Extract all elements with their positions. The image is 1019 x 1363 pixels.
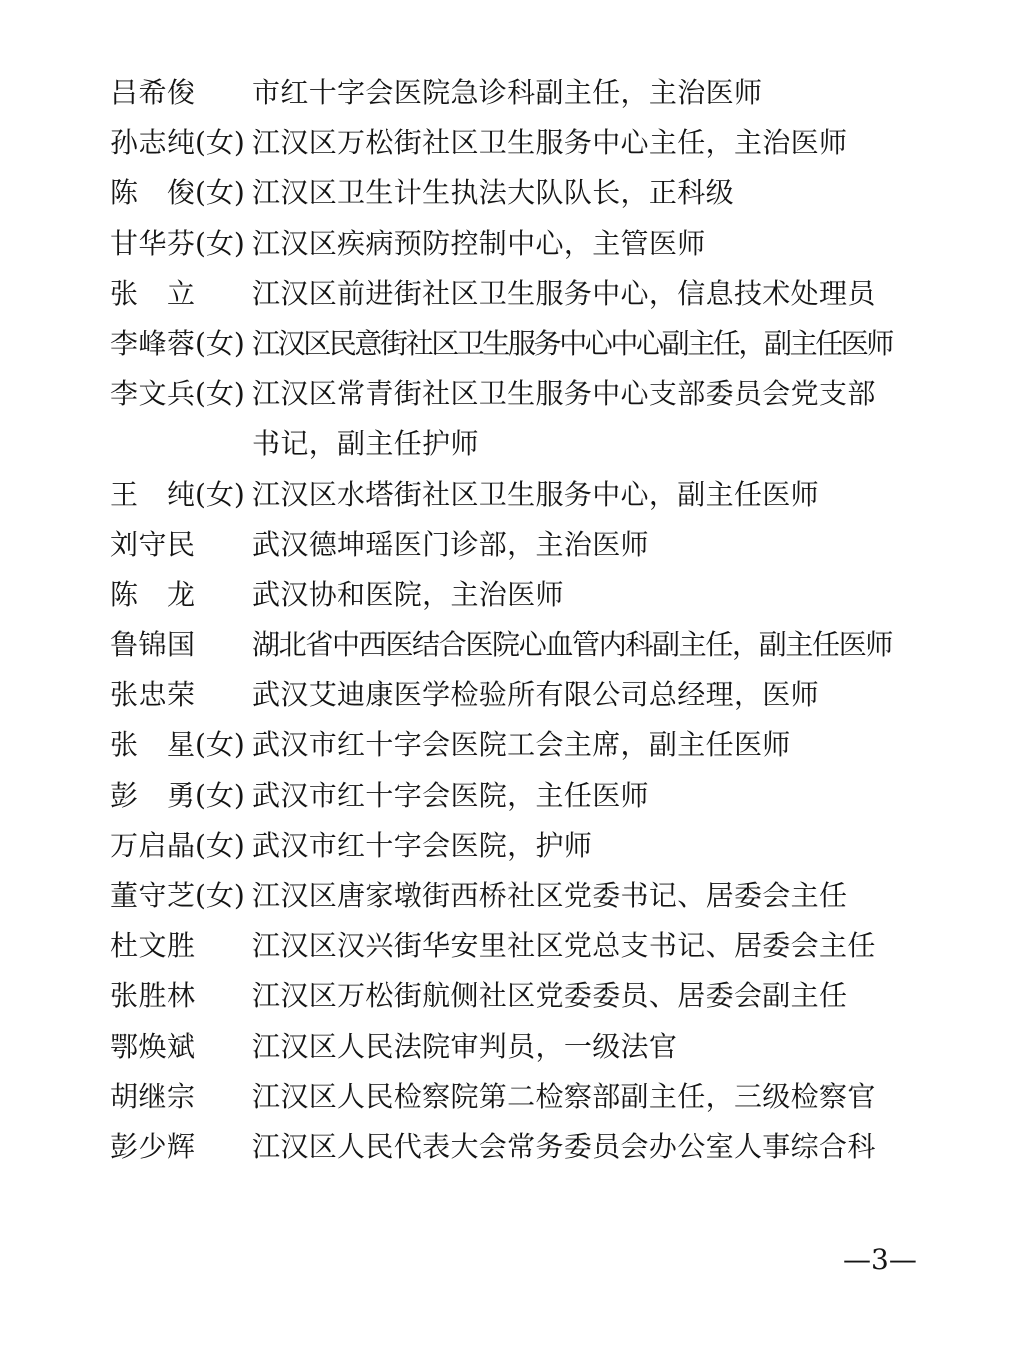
roster-row bbox=[110, 369, 990, 469]
roster-row bbox=[110, 1122, 990, 1172]
gender-note: (女) bbox=[195, 377, 245, 411]
roster-row bbox=[110, 821, 990, 871]
page-number: —3— bbox=[843, 1243, 917, 1276]
gender-note: (女) bbox=[195, 326, 245, 360]
position-description: 武汉德坤瑶医门诊部，主治医师 bbox=[252, 527, 649, 561]
position-description: 江汉区民意街社区卫生服务中心中心副主任，副主任医师 bbox=[252, 326, 893, 360]
position-description: 江汉区唐家墩街西桥社区党委书记、居委会主任 bbox=[252, 879, 848, 912]
roster-row bbox=[110, 520, 990, 570]
roster-row bbox=[110, 570, 990, 620]
roster-line bbox=[110, 1122, 990, 1172]
gender-note: (女) bbox=[195, 176, 245, 210]
position-description: 江汉区水塔街社区卫生服务中心，副主任医师 bbox=[252, 477, 820, 511]
position-description: 江汉区人民检察院第二检察部副主任，三级检察官 bbox=[252, 1079, 876, 1113]
roster-line bbox=[110, 771, 990, 821]
roster-row bbox=[110, 1022, 990, 1072]
person-name: 王纯 bbox=[110, 477, 195, 511]
position-description: 江汉区人民代表大会常务委员会办公室人事综合科 bbox=[252, 1129, 876, 1163]
position-description: 武汉艾迪康医学检验所有限公司总经理，医师 bbox=[252, 678, 820, 712]
person-name: 孙志纯 bbox=[110, 126, 195, 160]
gender-note: (女) bbox=[195, 126, 245, 160]
roster-line bbox=[110, 1022, 990, 1072]
position-description: 江汉区卫生计生执法大队队长，正科级 bbox=[252, 176, 734, 210]
roster-line bbox=[110, 921, 990, 971]
gender-note: (女) bbox=[195, 477, 245, 511]
position-description: 江汉区常青街社区卫生服务中心支部委员会党支部 bbox=[252, 377, 876, 411]
position-description: 武汉市红十字会医院，护师 bbox=[252, 828, 593, 862]
roster-line bbox=[110, 1072, 990, 1122]
roster-line bbox=[110, 68, 990, 118]
roster-row bbox=[110, 971, 990, 1021]
position-description: 市红十字会医院急诊科副主任，主治医师 bbox=[252, 76, 763, 109]
roster-row bbox=[110, 1072, 990, 1122]
person-name: 李文兵 bbox=[110, 377, 195, 411]
gender-note: (女) bbox=[195, 778, 245, 812]
roster-line bbox=[110, 720, 990, 770]
person-name: 张星 bbox=[110, 728, 195, 762]
roster-list bbox=[110, 68, 990, 1172]
gender-note: (女) bbox=[195, 879, 245, 912]
roster-row bbox=[110, 771, 990, 821]
roster-line bbox=[110, 821, 990, 871]
person-name: 陈俊 bbox=[110, 176, 195, 210]
roster-line bbox=[110, 369, 990, 419]
roster-row bbox=[110, 670, 990, 720]
position-description: 武汉协和医院，主治医师 bbox=[252, 577, 564, 611]
person-name: 张忠荣 bbox=[110, 678, 195, 712]
roster-line bbox=[110, 670, 990, 720]
roster-row bbox=[110, 269, 990, 319]
roster-line bbox=[110, 871, 990, 921]
person-name: 吕希俊 bbox=[110, 76, 195, 109]
position-description: 江汉区汉兴街华安里社区党总支书记、居委会主任 bbox=[252, 929, 876, 963]
roster-line bbox=[110, 269, 990, 319]
position-description: 武汉市红十字会医院，主任医师 bbox=[252, 778, 649, 812]
roster-row bbox=[110, 219, 990, 269]
position-description: 江汉区疾病预防控制中心，主管医师 bbox=[252, 226, 706, 260]
person-name: 陈龙 bbox=[110, 577, 195, 611]
position-description: 湖北省中西医结合医院心血管内科副主任，副主任医师 bbox=[252, 628, 893, 662]
roster-line bbox=[110, 971, 990, 1021]
roster-row bbox=[110, 168, 990, 218]
roster-row bbox=[110, 68, 990, 118]
roster-row bbox=[110, 720, 990, 770]
roster-line bbox=[110, 520, 990, 570]
person-name: 李峰蓉 bbox=[110, 326, 195, 360]
person-name: 彭少辉 bbox=[110, 1129, 195, 1163]
position-description: 武汉市红十字会医院工会主席，副主任医师 bbox=[252, 728, 791, 762]
position-description: 书记，副主任护师 bbox=[252, 427, 479, 461]
roster-line bbox=[110, 219, 990, 269]
roster-row bbox=[110, 620, 990, 670]
gender-note: (女) bbox=[195, 226, 245, 260]
roster-row bbox=[110, 470, 990, 520]
roster-line bbox=[110, 118, 990, 168]
roster-row bbox=[110, 871, 990, 921]
person-name: 甘华芬 bbox=[110, 226, 195, 260]
roster-line bbox=[110, 168, 990, 218]
roster-continuation-line bbox=[110, 419, 990, 469]
person-name: 张胜林 bbox=[110, 979, 195, 1013]
roster-line bbox=[110, 620, 990, 670]
position-description: 江汉区前进街社区卫生服务中心，信息技术处理员 bbox=[252, 276, 876, 310]
position-description: 江汉区万松街航侧社区党委委员、居委会副主任 bbox=[252, 979, 848, 1013]
gender-note: (女) bbox=[195, 828, 245, 862]
roster-line bbox=[110, 570, 990, 620]
position-description: 江汉区万松街社区卫生服务中心主任，主治医师 bbox=[252, 126, 848, 160]
gender-note: (女) bbox=[195, 728, 245, 762]
person-name: 胡继宗 bbox=[110, 1079, 195, 1113]
person-name: 彭勇 bbox=[110, 778, 195, 812]
person-name: 刘守民 bbox=[110, 527, 195, 561]
roster-row bbox=[110, 118, 990, 168]
person-name: 万启晶 bbox=[110, 828, 195, 862]
roster-row bbox=[110, 319, 990, 369]
position-description: 江汉区人民法院审判员，一级法官 bbox=[252, 1029, 678, 1063]
person-name: 鄂焕斌 bbox=[110, 1029, 195, 1063]
person-name: 杜文胜 bbox=[110, 929, 195, 963]
person-name: 张立 bbox=[110, 276, 195, 310]
roster-line bbox=[110, 470, 990, 520]
person-name: 董守芝 bbox=[110, 879, 195, 912]
person-name: 鲁锦国 bbox=[110, 628, 195, 662]
roster-row bbox=[110, 921, 990, 971]
roster-line bbox=[110, 319, 990, 369]
